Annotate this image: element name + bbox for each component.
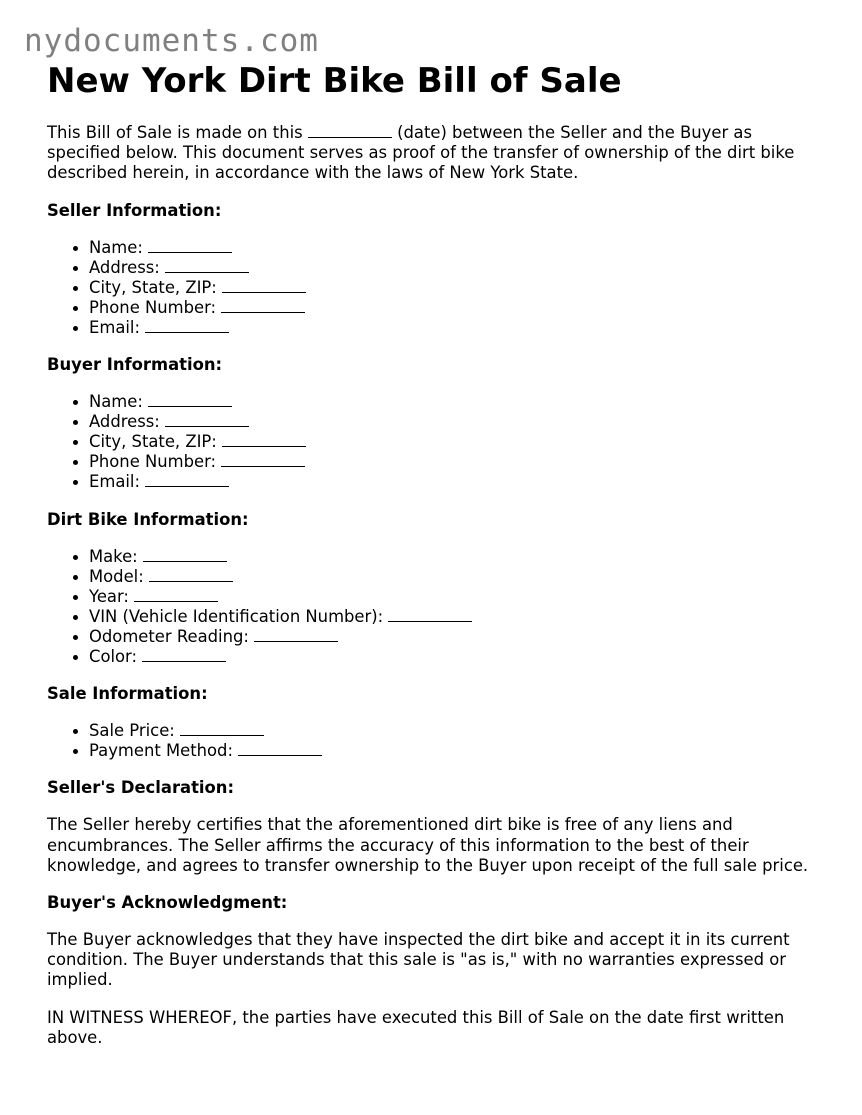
list-item bbox=[89, 298, 817, 318]
list-item bbox=[89, 472, 817, 492]
seller-address-blank[interactable] bbox=[165, 258, 249, 273]
list-item bbox=[89, 607, 817, 627]
field-label: Email: bbox=[89, 317, 140, 337]
field-label: Phone Number: bbox=[89, 297, 217, 317]
list-item bbox=[89, 258, 817, 278]
list-item bbox=[89, 567, 817, 587]
list-item bbox=[89, 647, 817, 667]
field-label: Payment Method: bbox=[89, 741, 233, 761]
field-label: Email: bbox=[89, 472, 140, 492]
watermark: nydocuments.com bbox=[24, 23, 319, 59]
buyer-name-blank[interactable] bbox=[148, 392, 232, 407]
buyer-acknowledgment-text: The Buyer acknowledges that they have inspected the dirt bike and accept it in its current condition. The Buyer understands that this sale is "as is," with no warranties expressed or implied. bbox=[47, 929, 790, 990]
buyer-list bbox=[47, 392, 817, 492]
list-item bbox=[89, 238, 817, 258]
field-label: Address: bbox=[89, 412, 160, 432]
bike-model-blank[interactable] bbox=[149, 567, 233, 582]
seller-list bbox=[47, 238, 817, 338]
seller-declaration-heading: Seller's Declaration: bbox=[47, 778, 235, 798]
list-item bbox=[89, 721, 817, 741]
field-label: Phone Number: bbox=[89, 452, 217, 472]
seller-email-blank[interactable] bbox=[145, 318, 229, 333]
list-item bbox=[89, 741, 817, 761]
field-label: Make: bbox=[89, 546, 138, 566]
field-label: Name: bbox=[89, 237, 143, 257]
field-label: Name: bbox=[89, 392, 143, 412]
field-label: Odometer Reading: bbox=[89, 626, 249, 646]
list-item bbox=[89, 392, 817, 412]
document bbox=[47, 60, 817, 1048]
field-label: Sale Price: bbox=[89, 721, 175, 741]
list-item bbox=[89, 278, 817, 298]
bike-vin-blank[interactable] bbox=[388, 607, 472, 622]
bike-year-blank[interactable] bbox=[134, 587, 218, 602]
list-item bbox=[89, 432, 817, 452]
bike-odometer-blank[interactable] bbox=[254, 627, 338, 642]
seller-name-blank[interactable] bbox=[148, 238, 232, 253]
list-item bbox=[89, 412, 817, 432]
field-label: VIN (Vehicle Identification Number): bbox=[89, 606, 384, 626]
seller-phone-blank[interactable] bbox=[221, 298, 305, 313]
seller-declaration-text: The Seller hereby certifies that the aforementioned dirt bike is free of any liens and encumbrances. The Seller affirms the accuracy of this information to the best of their knowledge, and agrees to transfer ownership to the Buyer upon receipt of the full sale price. bbox=[47, 815, 809, 875]
list-item bbox=[89, 587, 817, 607]
seller-city-state-zip-blank[interactable] bbox=[222, 278, 306, 293]
bike-list bbox=[47, 547, 817, 668]
field-label: Address: bbox=[89, 257, 160, 277]
buyer-phone-blank[interactable] bbox=[221, 452, 305, 467]
buyer-city-state-zip-blank[interactable] bbox=[222, 432, 306, 447]
witness-paragraph: IN WITNESS WHEREOF, the parties have executed this Bill of Sale on the date first written above. bbox=[47, 1007, 785, 1047]
field-label: Model: bbox=[89, 566, 144, 586]
page-title: New York Dirt Bike Bill of Sale bbox=[47, 61, 622, 101]
list-item bbox=[89, 318, 817, 338]
field-label: City, State, ZIP: bbox=[89, 432, 217, 452]
bike-color-blank[interactable] bbox=[142, 647, 226, 662]
seller-heading: Seller Information: bbox=[47, 200, 222, 220]
buyer-address-blank[interactable] bbox=[165, 412, 249, 427]
bike-make-blank[interactable] bbox=[143, 547, 227, 562]
buyer-acknowledgment-heading: Buyer's Acknowledgment: bbox=[47, 892, 288, 912]
field-label: Color: bbox=[89, 647, 138, 667]
buyer-email-blank[interactable] bbox=[145, 472, 229, 487]
buyer-heading: Buyer Information: bbox=[47, 355, 223, 375]
list-item bbox=[89, 452, 817, 472]
bike-heading: Dirt Bike Information: bbox=[47, 509, 249, 529]
date-blank[interactable] bbox=[308, 123, 392, 138]
intro-paragraph bbox=[47, 123, 817, 184]
payment-method-blank[interactable] bbox=[238, 741, 322, 756]
sale-price-blank[interactable] bbox=[180, 721, 264, 736]
list-item bbox=[89, 627, 817, 647]
sale-list bbox=[47, 721, 817, 761]
field-label: City, State, ZIP: bbox=[89, 277, 217, 297]
sale-heading: Sale Information: bbox=[47, 684, 208, 704]
field-label: Year: bbox=[89, 586, 129, 606]
intro-text-start: This Bill of Sale is made on this bbox=[47, 123, 308, 142]
list-item bbox=[89, 547, 817, 567]
intro-text-end: (date) between the Seller and the Buyer as specified below. This document serves as proof of the transfer of ownership of the dirt bike described herein, in accordance with the laws of New York State. bbox=[47, 123, 795, 183]
